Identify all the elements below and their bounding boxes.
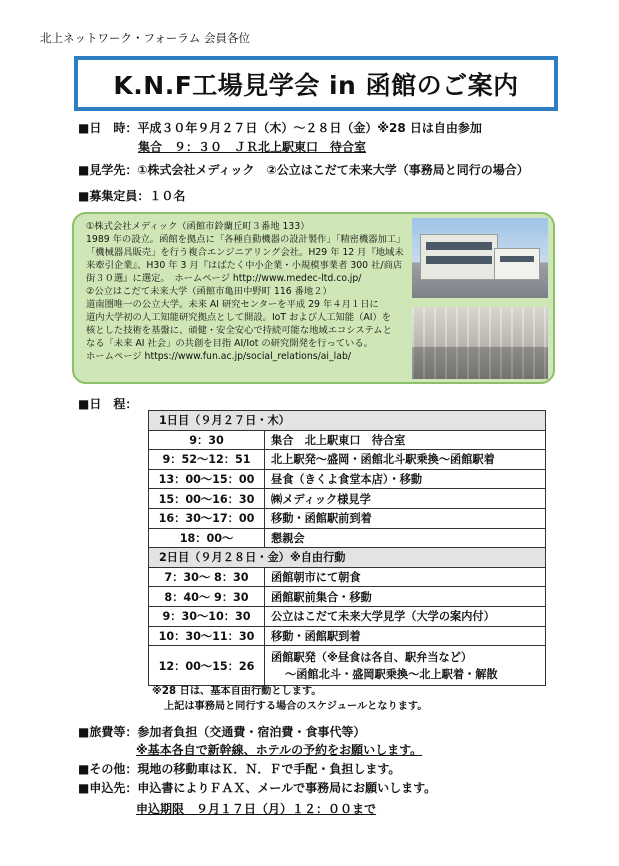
day-title: 1日目（９月２７日・木）: [149, 411, 546, 431]
schedule-row: [149, 626, 546, 646]
time-cell: 15：00～16：30: [149, 489, 265, 509]
panel-line: なる「未来 AI 社会」の共創を目指 AI/Iot の研究開発を行っている。: [86, 338, 373, 349]
panel-line: 1989 年の設立。函館を拠点に「各種自動機器の設計製作」「精密機器加工」: [86, 234, 406, 245]
panel-line: 道内大学初の人工知能研究拠点として開設。IoT および人工知能（AI）を: [86, 312, 392, 323]
visit-label: ■見学先：: [78, 163, 138, 177]
schedule-note: ※28 日は、基本自由行動とします。: [152, 686, 322, 697]
schedule-row: [149, 508, 546, 528]
schedule-note: 上記は事務局と同行する場合のスケジュールとなります。: [164, 701, 428, 712]
schedule-row: [149, 489, 546, 509]
visit-row: [78, 161, 529, 178]
day-title: 2日目（９月２８日・金）※自由行動: [149, 548, 546, 568]
cost-value: 参加者負担（交通費・宿泊費・食事代等）: [137, 725, 366, 739]
time-cell: 9：30～10：30: [149, 606, 265, 626]
apply-deadline: 申込期限 ９月１７日（月）１２：００まで: [136, 802, 377, 816]
time-cell: 9：52～12：51: [149, 450, 265, 470]
panel-line: 「機械器具販売」を行う複合エンジニアリング会社。H29 年 12 月『地域未: [86, 247, 404, 258]
date-label: ■日 時：: [78, 121, 138, 135]
activity-line: ～函館北斗・盛岡駅乗換～北上駅着・解散: [285, 667, 498, 681]
activity-cell: 函館駅前集合・移動: [265, 587, 546, 607]
capacity-value: １０名: [149, 189, 186, 203]
activity-cell: 懇親会: [265, 528, 546, 548]
recipient-line: 北上ネットワーク・フォーラム 会員各位: [40, 31, 250, 45]
other-label: ■その他：: [78, 762, 138, 776]
page-title: K.N.F工場見学会 in 函館のご案内: [113, 70, 519, 100]
panel-line: 道南圏唯一の公立大学。未来 AI 研究センターを平成 29 年４月１日に: [86, 299, 379, 310]
apply-value: 申込書によりＦＡＸ、メールで事務局にお願いします。: [137, 781, 437, 795]
date-value: 平成３０年９月２７日（木）～２８日（金）※28 日は自由参加: [137, 121, 482, 135]
schedule-table: [148, 410, 546, 686]
panel-line: 来牽引企業』、H30 年 3 月『はばたく中小企業・小規模事業者 300 社/商店: [86, 260, 403, 271]
time-cell: 9：30: [149, 430, 265, 450]
panel-line: 核とした技術を基盤に、頑健・安全安心で持続可能な地域エコシステムと: [86, 325, 392, 336]
day-header-row: [149, 411, 546, 431]
activity-cell: 函館朝市にて朝食: [265, 567, 546, 587]
schedule-row: [149, 567, 546, 587]
time-cell: 16：30～17：00: [149, 508, 265, 528]
schedule-row: [149, 450, 546, 470]
apply-row: [78, 779, 436, 796]
schedule-row: [149, 646, 546, 686]
cost-note: ※基本各自で新幹線、ホテルの予約をお願いします。: [136, 743, 423, 757]
schedule-notes: [152, 684, 427, 714]
panel-line: 街３０選』に選定。 ホームページ http://www.medec-ltd.co.jp/: [86, 273, 362, 284]
activity-cell: 移動・函館駅到着: [265, 626, 546, 646]
meeting-point: 集合 ９：３０ ＪＲ北上駅東口 待合室: [138, 140, 367, 154]
other-value: 現地の移動車はＫ．Ｎ．Ｆで手配・負担します。: [137, 762, 401, 776]
cost-label: ■旅費等：: [78, 725, 138, 739]
time-cell: 10：30～11：30: [149, 626, 265, 646]
date-row: [78, 119, 482, 136]
apply-label: ■申込先：: [78, 781, 138, 795]
title-box: [74, 56, 558, 111]
schedule-row: [149, 430, 546, 450]
time-cell: 7：30～ 8：30: [149, 567, 265, 587]
time-cell: 12：00～15：26: [149, 646, 265, 686]
day-header-row: [149, 548, 546, 568]
university-interior-photo: [412, 307, 548, 379]
panel-line: ホームページ https://www.fun.ac.jp/social_relations/ai_lab/: [86, 351, 351, 362]
capacity-row: [78, 187, 185, 204]
other-row: [78, 760, 400, 777]
cost-row: [78, 723, 365, 740]
capacity-label: ■募集定員：: [78, 189, 150, 203]
activity-cell: 公立はこだて未来大学見学（大学の案内付）: [265, 606, 546, 626]
activity-cell: [265, 646, 546, 686]
schedule-row: [149, 587, 546, 607]
panel-line: ①株式会社メディック（函館市鈴蘭丘町３番地 133）: [86, 221, 310, 232]
schedule-row: [149, 528, 546, 548]
activity-cell: 昼食（きくよ食堂本店）・移動: [265, 469, 546, 489]
schedule-label: ■日 程：: [78, 397, 138, 411]
activity-line: 函館駅発（※昼食は各自、駅弁当など）: [271, 650, 473, 664]
time-cell: 13：00～15：00: [149, 469, 265, 489]
time-cell: 18：00～: [149, 528, 265, 548]
schedule-row: [149, 606, 546, 626]
visit-value: ①株式会社メディック ②公立はこだて未来大学（事務局と同行の場合）: [137, 163, 529, 177]
time-cell: 8：40～ 9：30: [149, 587, 265, 607]
activity-cell: 北上駅発～盛岡・函館北斗駅乗換～函館駅着: [265, 450, 546, 470]
panel-line: ②公立はこだて未来大学（函館市亀田中野町 116 番地２）: [86, 286, 332, 297]
activity-cell: 集合 北上駅東口 待合室: [265, 430, 546, 450]
schedule-row: [149, 469, 546, 489]
activity-cell: ㈱メディック様見学: [265, 489, 546, 509]
activity-cell: 移動・函館駅前到着: [265, 508, 546, 528]
medec-building-photo: [412, 218, 548, 298]
